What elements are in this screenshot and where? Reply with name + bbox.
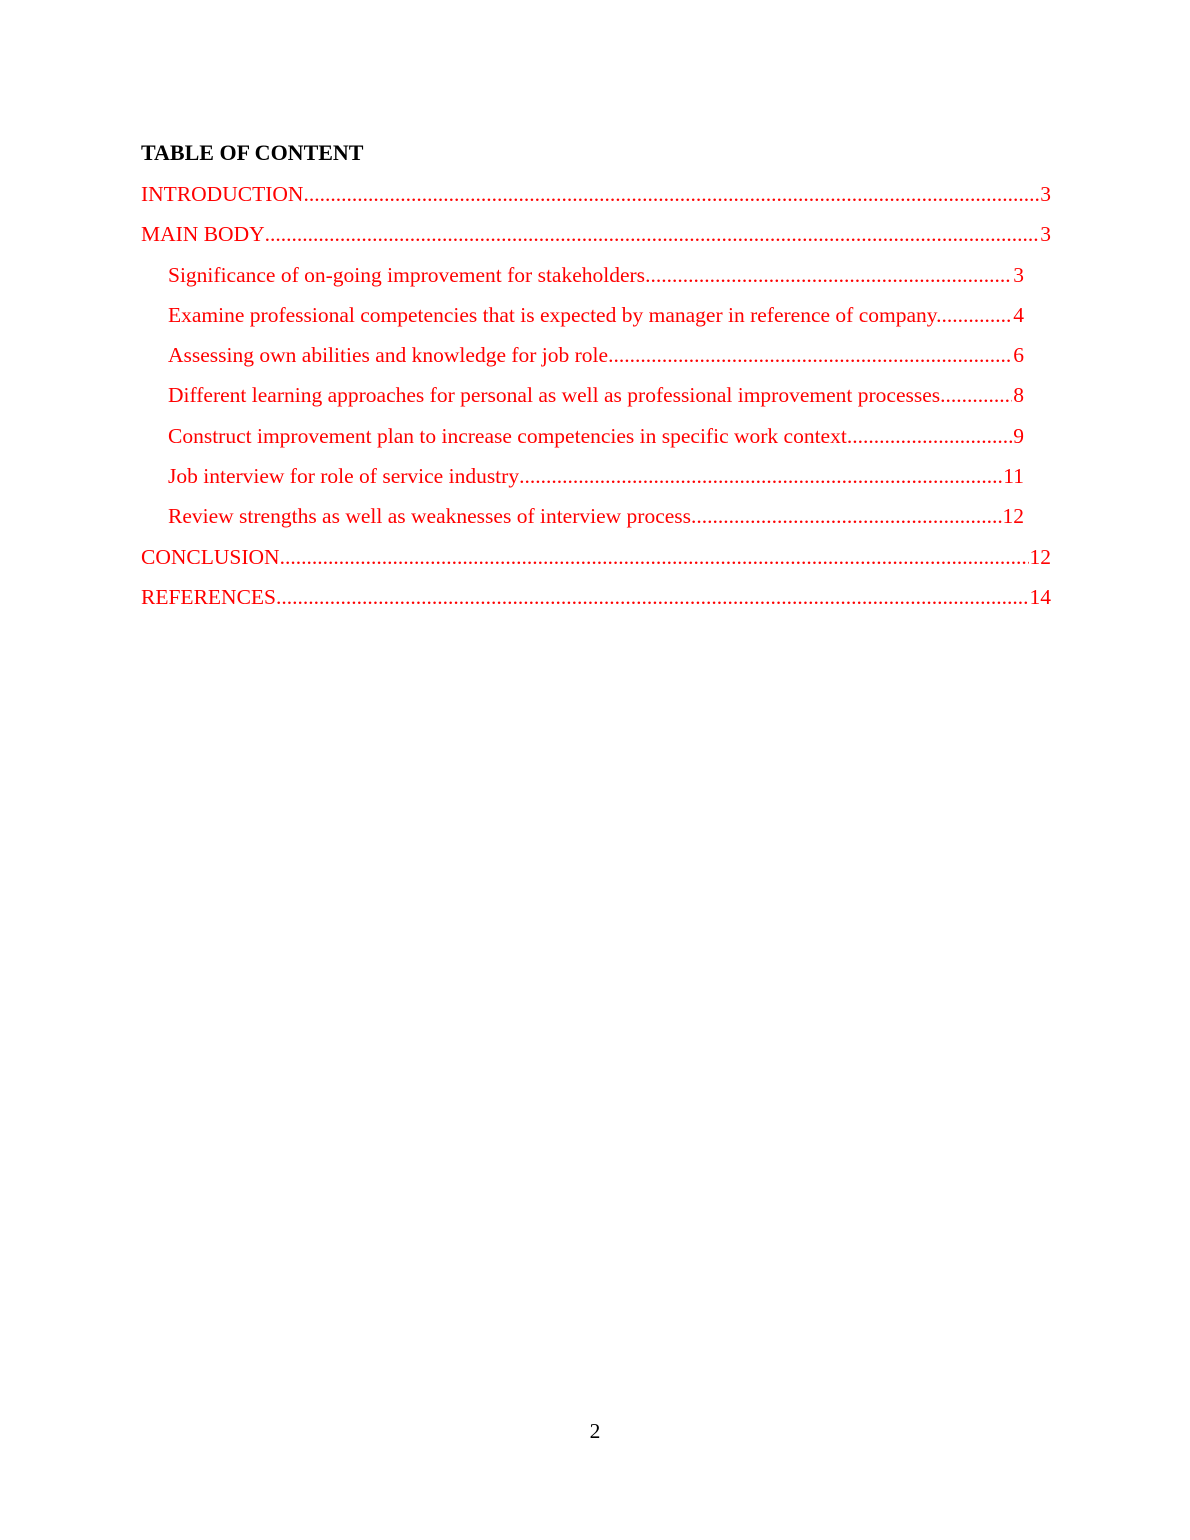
toc-entry-title: Job interview for role of service industry: [168, 464, 520, 489]
toc-entry-introduction[interactable]: [141, 180, 1051, 220]
toc-leader-dots: [946, 381, 1013, 409]
toc-leader-dots: [519, 462, 1002, 490]
toc-entry-title: Assessing own abilities and knowledge for job role: [168, 343, 609, 368]
toc-entry-page: 3: [1040, 182, 1051, 206]
toc-entry-page: 6: [1013, 343, 1024, 368]
toc-entry-page: 12: [1029, 544, 1051, 569]
toc-leader-dots: [645, 261, 1012, 289]
toc-entry-title: Review strengths as well as weaknesses of interview process: [168, 504, 692, 529]
toc-entry-job-interview[interactable]: [168, 462, 1024, 502]
toc-leader-dots: [691, 502, 1001, 530]
toc-leader-dots: [608, 341, 1012, 369]
toc-entry-title: MAIN BODY: [141, 222, 265, 247]
toc-entry-page: 9: [1013, 423, 1024, 448]
toc-entry-page: 12: [1002, 504, 1024, 529]
toc-leader-dots: [847, 422, 1012, 450]
toc-entry-title: CONCLUSION: [141, 544, 280, 569]
toc-entry-conclusion[interactable]: [141, 543, 1051, 583]
toc-entry-page: 3: [1040, 222, 1051, 247]
toc-entry-page: 11: [1003, 464, 1024, 489]
toc-entry-main-body[interactable]: [141, 220, 1051, 260]
page-number: 2: [589, 1419, 601, 1443]
toc-entry-title: REFERENCES: [141, 584, 276, 609]
toc-entry-professional-competencies[interactable]: [168, 301, 1024, 341]
toc-entry-title: INTRODUCTION: [141, 182, 304, 206]
toc-entry-references[interactable]: [141, 583, 1051, 623]
toc-entry-title: Different learning approaches for personal as well as professional improvement processes.: [168, 383, 946, 408]
toc-leader-dots: [941, 301, 1012, 329]
table-of-contents: [141, 180, 1051, 623]
toc-entry-learning-approaches[interactable]: [168, 381, 1024, 421]
toc-leader-dots: [303, 180, 1039, 208]
toc-entry-improvement-plan[interactable]: [168, 422, 1024, 462]
toc-entry-page: 8: [1013, 383, 1024, 408]
toc-entry-page: 3: [1013, 262, 1024, 287]
toc-entry-title: Construct improvement plan to increase competencies in specific work context: [168, 423, 847, 448]
toc-entry-title: Examine professional competencies that is expected by manager in reference of company.: [168, 302, 942, 327]
toc-heading: TABLE OF CONTENT: [141, 140, 364, 165]
toc-entry-page: 4: [1013, 302, 1024, 327]
toc-leader-dots: [265, 220, 1040, 248]
toc-entry-significance[interactable]: [168, 261, 1024, 301]
toc-leader-dots: [276, 583, 1029, 611]
toc-entry-assessing-abilities[interactable]: [168, 341, 1024, 381]
toc-entry-page: 14: [1029, 584, 1051, 609]
toc-entry-title: Significance of on-going improvement for stakeholders: [168, 262, 646, 287]
toc-leader-dots: [280, 543, 1029, 571]
toc-entry-review-strengths[interactable]: [168, 502, 1024, 542]
